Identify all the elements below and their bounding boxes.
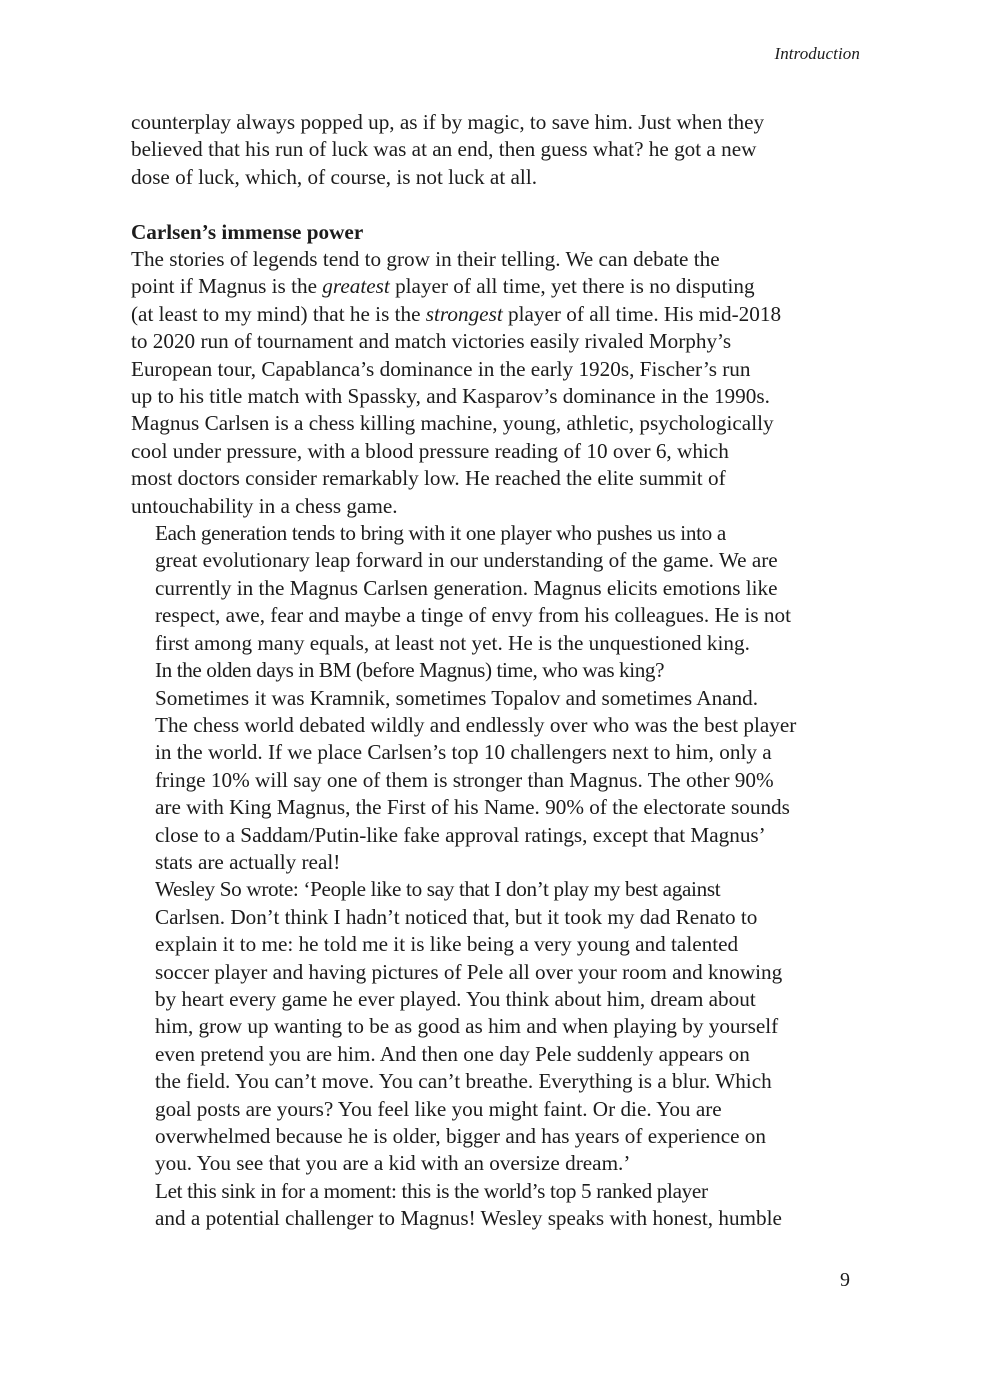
text-line: The chess world debated wildly and endlessly over who was the best player xyxy=(155,712,797,737)
text-line: stats are actually real! xyxy=(155,849,341,874)
text-line: are with King Magnus, the First of his Name. 90% of the electorate sounds xyxy=(155,795,790,820)
text-line: currently in the Magnus Carlsen generation. Magnus elicits emotions like xyxy=(155,575,778,600)
text-line xyxy=(131,301,866,328)
text-run: player of all time, yet there is no disputing xyxy=(389,274,755,299)
text-line: Magnus Carlsen is a chess killing machine, young, athletic, psychologically xyxy=(131,411,774,436)
text-line: to 2020 run of tournament and match victories easily rivaled Morphy’s xyxy=(131,329,732,354)
emphasis-strongest: strongest xyxy=(425,301,503,326)
text-line: counterplay always popped up, as if by magic, to save him. Just when they xyxy=(131,110,765,134)
running-head: Introduction xyxy=(774,44,860,63)
text-line: first among many equals, at least not yet. He is the unquestioned king. xyxy=(155,630,750,655)
text-run: point if Magnus is the xyxy=(131,274,323,299)
text-run: player of all time. His mid-2018 xyxy=(502,301,782,326)
paragraph-generation xyxy=(131,520,866,657)
paragraph-olden-days xyxy=(131,657,866,876)
paragraph-sink-in xyxy=(131,1178,866,1233)
text-run: (at least to my mind) that he is the xyxy=(131,301,426,326)
text-line: by heart every game he ever played. You think about him, dream about xyxy=(155,986,756,1011)
page-number: 9 xyxy=(840,1269,850,1291)
paragraph-continued xyxy=(131,109,866,191)
text-line: great evolutionary leap forward in our understanding of the game. We are xyxy=(155,548,778,573)
text-line: close to a Saddam/Putin-like fake approval ratings, except that Magnus’ xyxy=(155,822,766,847)
text-line: untouchability in a chess game. xyxy=(131,493,398,518)
text-line: Each generation tends to bring with it one player who pushes us into a xyxy=(155,521,726,546)
text-line: in the world. If we place Carlsen’s top 10 challengers next to him, only a xyxy=(155,740,772,765)
text-line: the field. You can’t move. You can’t breathe. Everything is a blur. Which xyxy=(155,1069,772,1094)
text-line: and a potential challenger to Magnus! Wesley speaks with honest, humble xyxy=(155,1206,782,1231)
text-line: dose of luck, which, of course, is not luck at all. xyxy=(131,164,537,189)
text-line: cool under pressure, with a blood pressure reading of 10 over 6, which xyxy=(131,438,729,463)
text-line: European tour, Capablanca’s dominance in the early 1920s, Fischer’s run xyxy=(131,356,751,381)
paragraph-wesley-so-quote xyxy=(131,876,866,1177)
body-text xyxy=(131,109,866,1233)
text-line: The stories of legends tend to grow in their telling. We can debate the xyxy=(131,247,720,272)
text-line: goal posts are yours? You feel like you might faint. Or die. You are xyxy=(155,1096,722,1121)
emphasis-greatest: greatest xyxy=(322,274,390,299)
text-line: up to his title match with Spassky, and Kasparov’s dominance in the 1990s. xyxy=(131,384,770,409)
text-line: most doctors consider remarkably low. He reached the elite summit of xyxy=(131,466,726,491)
text-line xyxy=(131,273,866,300)
text-line: him, grow up wanting to be as good as him and when playing by yourself xyxy=(155,1014,779,1039)
text-line: fringe 10% will say one of them is stronger than Magnus. The other 90% xyxy=(155,767,774,792)
text-line: overwhelmed because he is older, bigger and has years of experience on xyxy=(155,1124,766,1149)
text-line: Carlsen. Don’t think I hadn’t noticed that, but it took my dad Renato to xyxy=(155,904,758,929)
text-line: even pretend you are him. And then one day Pele suddenly appears on xyxy=(155,1041,750,1066)
text-line: respect, awe, fear and maybe a tinge of envy from his colleagues. He is not xyxy=(155,603,791,628)
text-line: In the olden days in BM (before Magnus) time, who was king? xyxy=(155,658,665,683)
text-line: explain it to me: he told me it is like being a very young and talented xyxy=(155,932,739,957)
section-heading: Carlsen’s immense power xyxy=(131,219,364,244)
text-line: Let this sink in for a moment: this is the world’s top 5 ranked player xyxy=(155,1178,708,1203)
text-line: believed that his run of luck was at an end, then guess what? he got a new xyxy=(131,137,757,162)
text-line: soccer player and having pictures of Pele all over your room and knowing xyxy=(155,959,783,984)
text-line: Sometimes it was Kramnik, sometimes Topalov and sometimes Anand. xyxy=(155,685,759,710)
paragraph-legends xyxy=(131,246,866,520)
text-line: Wesley So wrote: ‘People like to say that I don’t play my best against xyxy=(155,877,721,902)
text-line: you. You see that you are a kid with an oversize dream.’ xyxy=(155,1151,631,1176)
